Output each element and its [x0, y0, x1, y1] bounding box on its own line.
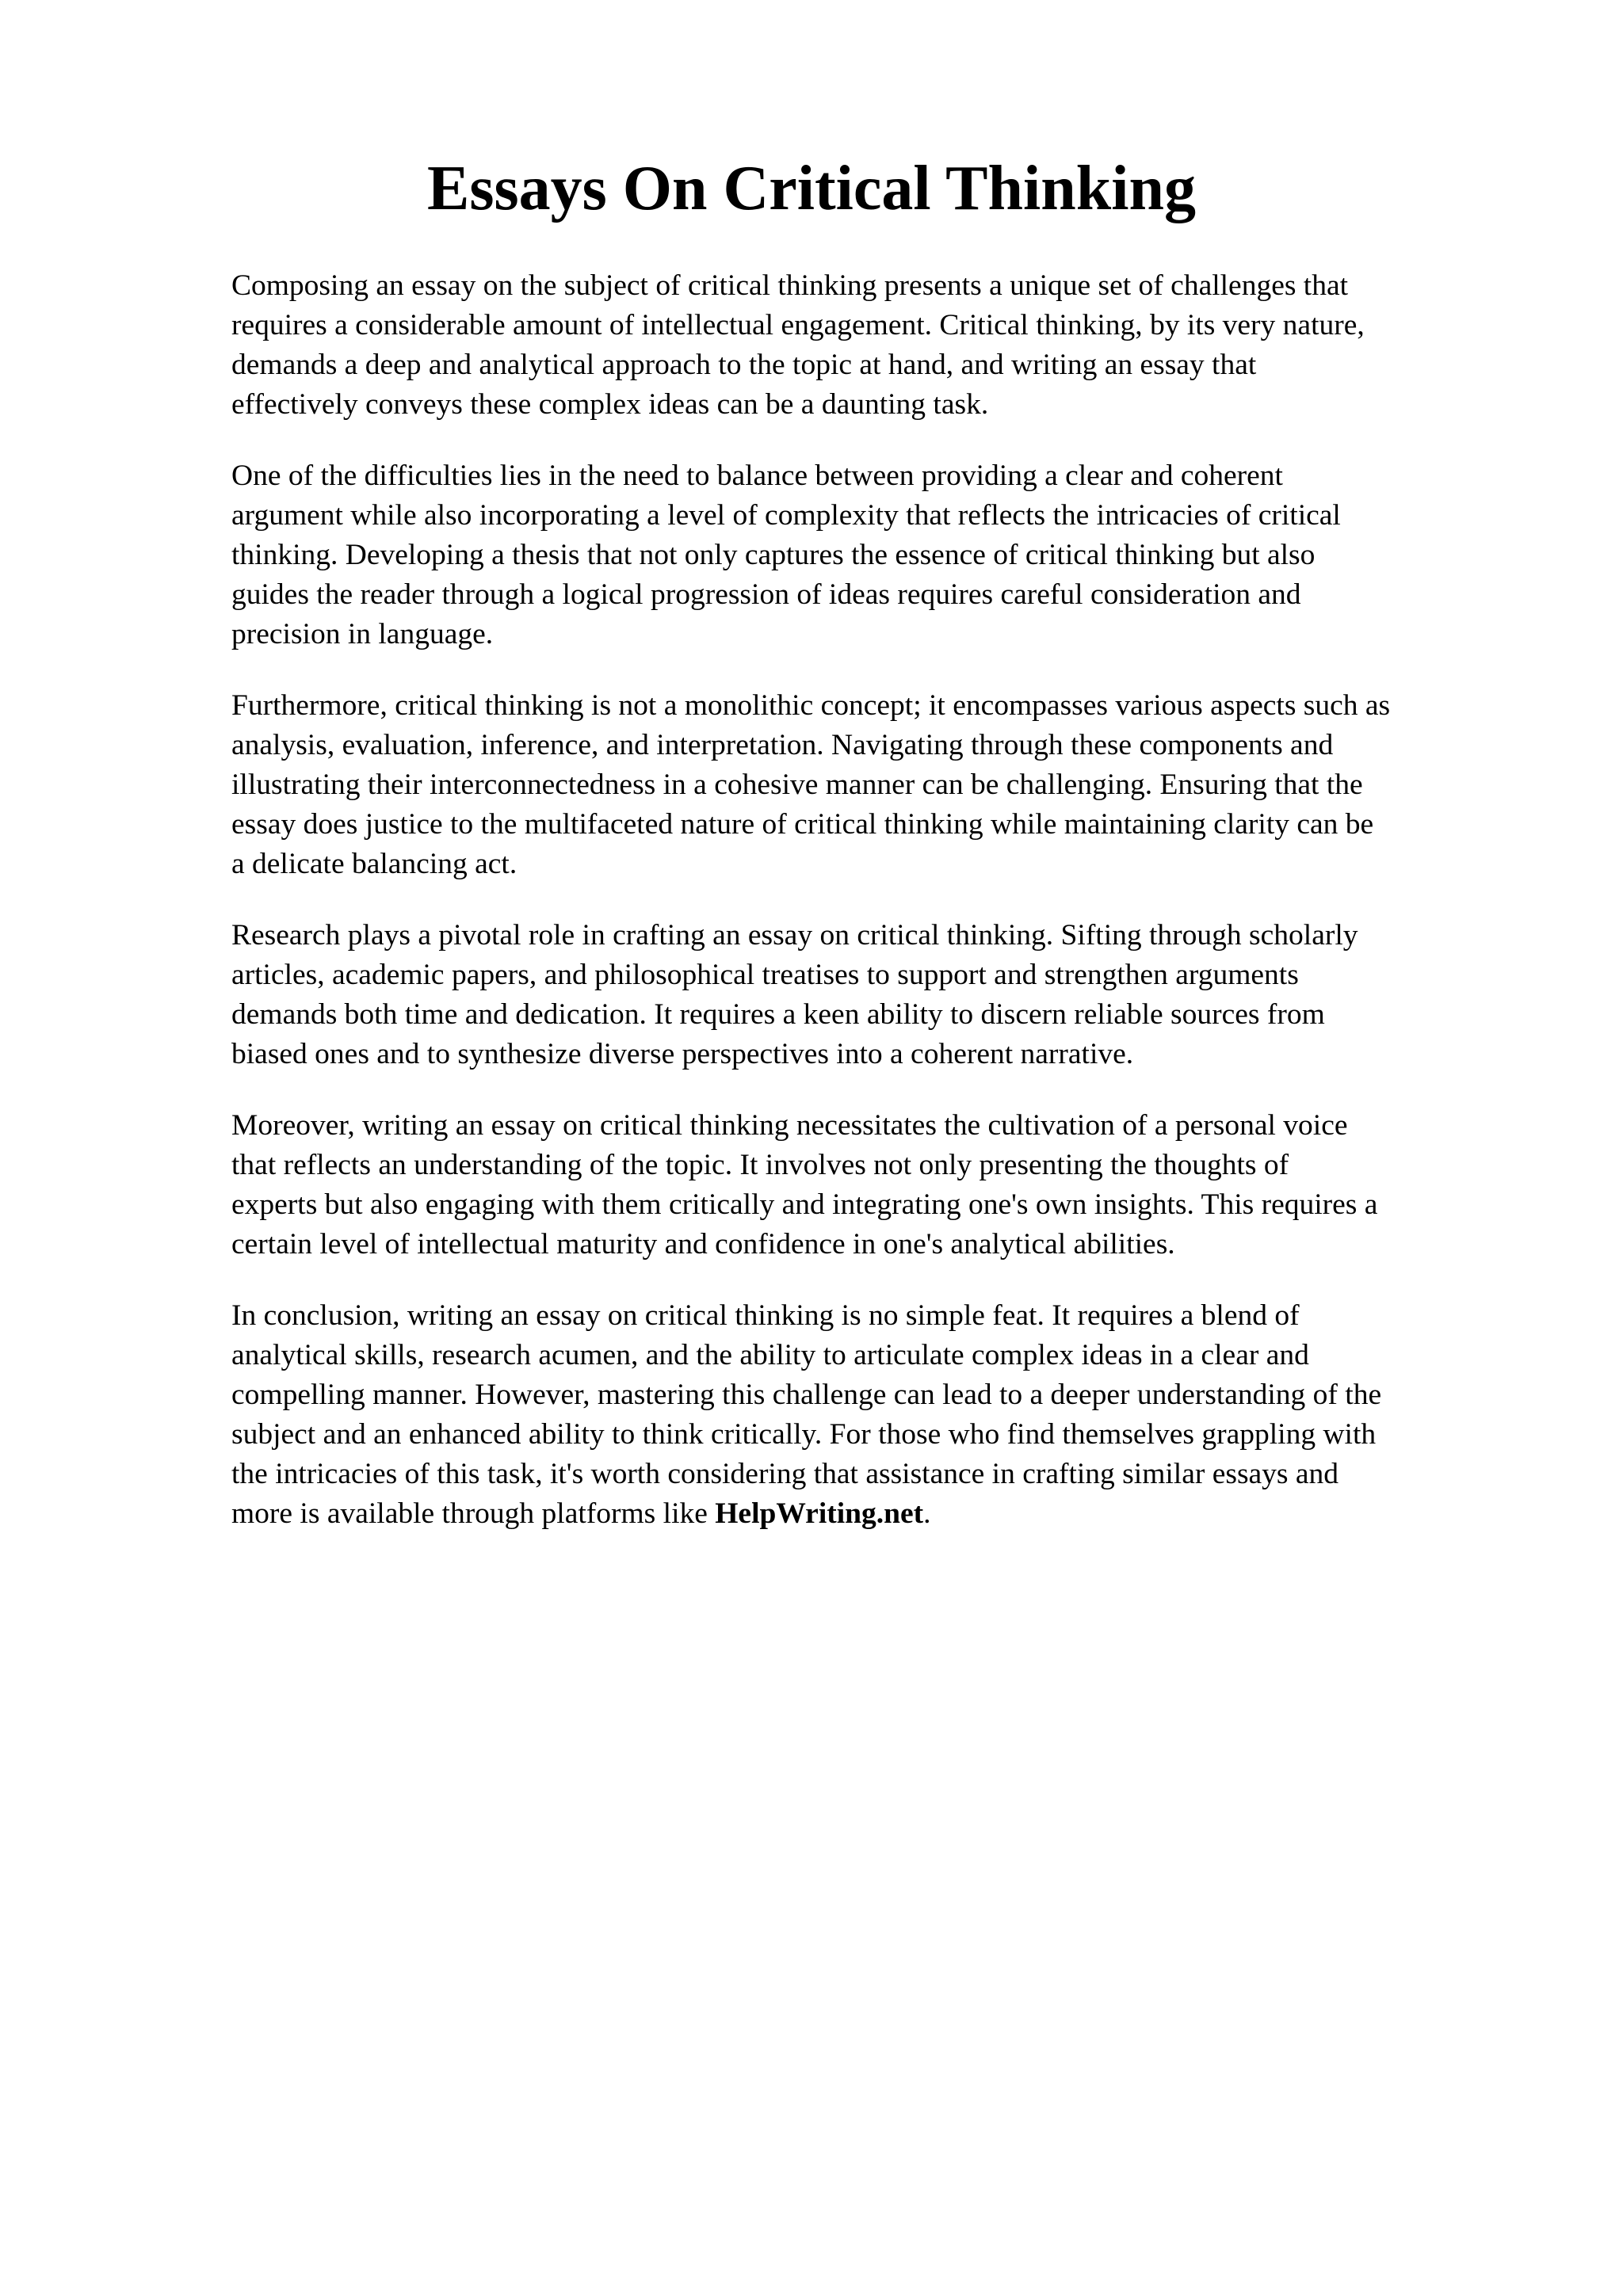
text-line: demands a deep and analytical approach to the topic at hand, and writing an essay that	[231, 349, 1257, 381]
text-line: essay does justice to the multifaceted nature of critical thinking while maintaining clarity can be	[231, 808, 1374, 841]
text-line: analytical skills, research acumen, and the ability to articulate complex ideas in a clear and	[231, 1339, 1309, 1371]
paragraph-4	[231, 916, 1539, 1074]
text-line: articles, academic papers, and philosophical treatises to support and strengthen arguments	[231, 959, 1299, 991]
text-line: Moreover, writing an essay on critical thinking necessitates the cultivation of a personal voice	[231, 1109, 1348, 1142]
text-line: the intricacies of this task, it's worth considering that assistance in crafting similar essays and	[231, 1458, 1339, 1490]
text-line: effectively conveys these complex ideas can be a daunting task.	[231, 388, 989, 421]
text-line: argument while also incorporating a level of complexity that reflects the intricacies of critical	[231, 499, 1341, 532]
text-line: illustrating their interconnectedness in a cohesive manner can be challenging. Ensuring that the	[231, 769, 1363, 801]
paragraph-1	[231, 266, 1539, 425]
text-line: Composing an essay on the subject of critical thinking presents a unique set of challenges that	[231, 269, 1349, 302]
text-line: One of the difficulties lies in the need to balance between providing a clear and coherent	[231, 460, 1283, 492]
text-line: Research plays a pivotal role in crafting an essay on critical thinking. Sifting through scholarly	[231, 919, 1358, 952]
text-line: subject and an enhanced ability to think critically. For those who find themselves grappling with	[231, 1418, 1377, 1451]
paragraph-conclusion	[231, 1296, 1539, 1534]
text-line: experts but also engaging with them critically and integrating one's own insights. This requires a	[231, 1188, 1378, 1221]
text-line: certain level of intellectual maturity and confidence in one's analytical abilities.	[231, 1228, 1175, 1261]
last-line-prefix: more is available through platforms like	[231, 1497, 716, 1530]
text-line: that reflects an understanding of the topic. It involves not only presenting the thoughts of	[231, 1149, 1289, 1181]
paragraph-5	[231, 1106, 1539, 1264]
document-body	[231, 266, 1539, 1566]
paragraph-3	[231, 686, 1539, 884]
text-line: biased ones and to synthesize diverse perspectives into a coherent narrative.	[231, 1038, 1134, 1070]
text-line: thinking. Developing a thesis that not only captures the essence of critical thinking but also	[231, 539, 1316, 571]
text-line: guides the reader through a logical progression of ideas requires careful consideration and	[231, 578, 1301, 611]
text-line: precision in language.	[231, 618, 494, 650]
text-line: demands both time and dedication. It requires a keen ability to discern reliable sources from	[231, 998, 1325, 1031]
document-title: Essays On Critical Thinking	[427, 154, 1196, 223]
text-line: analysis, evaluation, inference, and interpretation. Navigating through these components and	[231, 729, 1334, 761]
text-line-last	[231, 1494, 1539, 1534]
text-line: a delicate balancing act.	[231, 848, 517, 880]
text-line: compelling manner. However, mastering this challenge can lead to a deeper understanding of the	[231, 1379, 1382, 1411]
paragraph-2	[231, 456, 1539, 654]
last-line-suffix: .	[923, 1497, 931, 1530]
text-line: Furthermore, critical thinking is not a monolithic concept; it encompasses various aspects such as	[231, 689, 1391, 722]
text-line: requires a considerable amount of intellectual engagement. Critical thinking, by its very nature,	[231, 309, 1365, 341]
text-line: In conclusion, writing an essay on critical thinking is no simple feat. It requires a blend of	[231, 1299, 1300, 1332]
brand-name: HelpWriting.net	[715, 1497, 924, 1530]
